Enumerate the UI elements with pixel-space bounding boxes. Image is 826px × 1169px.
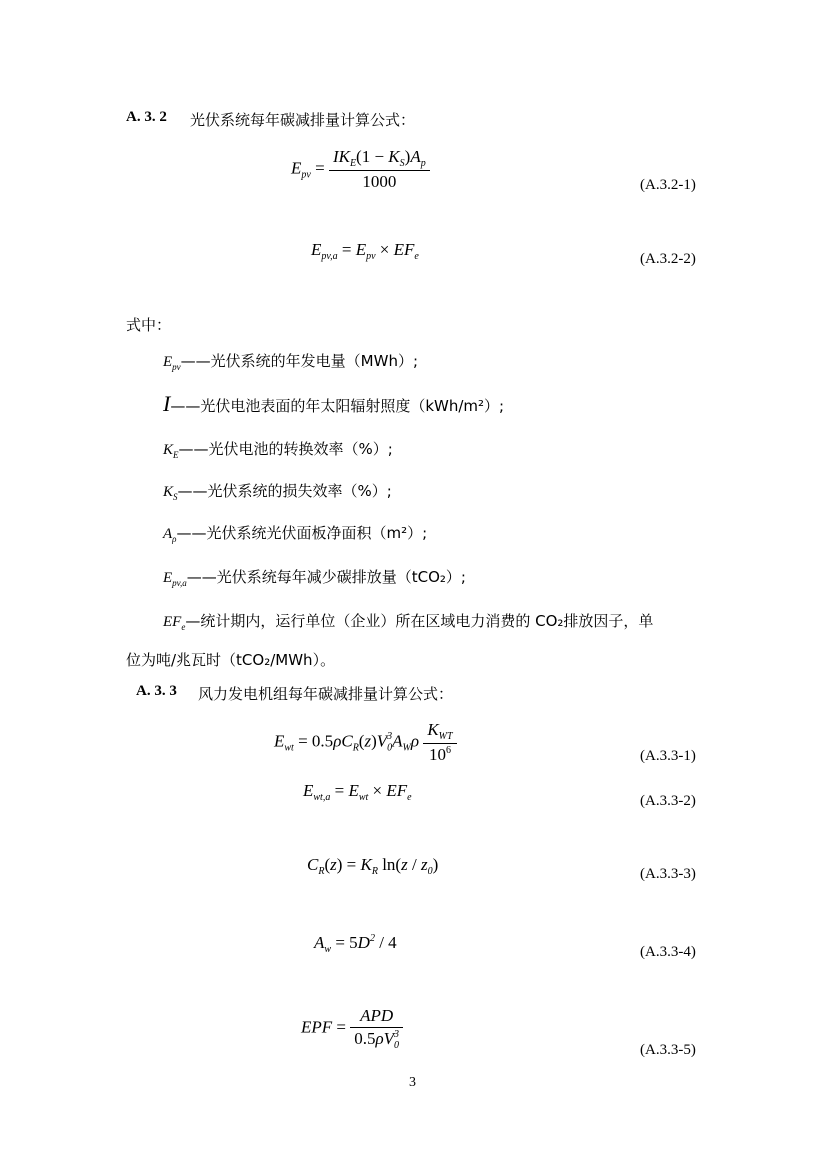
- definition-epva: $E_{pv,a}——$光伏系统每年减少碳排放量（tCO₂）;: [163, 568, 466, 588]
- equation-a32-1: $E_{pv}$ = $\frac{IK_E(1 - K_S)A_p}{1000}$: [291, 147, 430, 192]
- definition-ks: $K_S——$光伏系统的损失效率（%）;: [163, 482, 392, 502]
- equation-number: (A.3.3-3): [640, 866, 696, 882]
- definition-ke: $K_E——$光伏电池的转换效率（%）;: [163, 440, 393, 460]
- definition-text: ——光伏系统的年发电量（MWh）;: [180, 352, 419, 370]
- definition-ap: $A_\rho——$光伏系统光伏面板净面积（m²）;: [163, 524, 428, 544]
- equation-number: (A.3.3-2): [640, 793, 696, 809]
- section-number-a32: A. 3. 2: [126, 109, 167, 125]
- where-label: 式中：: [126, 316, 172, 334]
- equation-number: (A.3.3-5): [640, 1042, 696, 1058]
- equation-number: (A.3.3-1): [640, 748, 696, 764]
- section-number-a33: A. 3. 3: [136, 683, 177, 699]
- definition-text: ——光伏电池表面的年太阳辐射照度（kWh/m²）;: [170, 397, 505, 415]
- section-title-a32: 光伏系统每年碳减排量计算公式：: [190, 111, 416, 129]
- definition-i: I——光伏电池表面的年太阳辐射照度（kWh/m²）;: [163, 391, 505, 416]
- definition-text: ——光伏系统光伏面板净面积（m²）;: [176, 524, 428, 542]
- equation-number: (A.3.2-1): [640, 177, 696, 193]
- equation-a33-4: $A_w = 5D^2 / 4$: [314, 933, 397, 955]
- page-number: 3: [409, 1075, 416, 1090]
- definition-efe-continued: 位为吨/兆瓦时（tCO₂/MWh）。: [126, 651, 336, 669]
- equation-a33-5: EPF = $\frac{\text{APD}}{0.5\rho V_0^3}$: [301, 1006, 403, 1051]
- section-title-a33: 风力发电机组每年碳减排量计算公式：: [198, 685, 454, 703]
- definition-text: —统计期内，运行单位（企业）所在区域电力消费的 CO₂排放因子，单: [185, 612, 654, 630]
- equation-a32-2: $E_{pv,a} = E_{pv} \times EF_e$: [311, 240, 419, 262]
- definition-epv: $E_{pv}——$光伏系统的年发电量（MWh）;: [163, 352, 419, 372]
- equation-number: (A.3.2-2): [640, 251, 696, 267]
- definition-text: ——光伏系统每年减少碳排放量（tCO₂）;: [186, 568, 466, 586]
- definition-text: ——光伏系统的损失效率（%）;: [177, 482, 392, 500]
- equation-a33-1: $E_{wt} = 0.5\rho C_R(z)V_0^3A_W\rho$ $\frac{K_{WT}}{10^6}$: [274, 720, 457, 765]
- equation-a33-3: $C_R(z) = K_R$ $\ln(z / z_0)$: [307, 855, 439, 877]
- definition-text: ——光伏电池的转换效率（%）;: [178, 440, 393, 458]
- definition-efe: $EF_e—$统计期内，运行单位（企业）所在区域电力消费的 CO₂排放因子，单: [163, 612, 654, 632]
- equation-a33-2: $E_{wt,a} = E_{wt} \times EF_e$: [303, 781, 412, 803]
- equation-number: (A.3.3-4): [640, 944, 696, 960]
